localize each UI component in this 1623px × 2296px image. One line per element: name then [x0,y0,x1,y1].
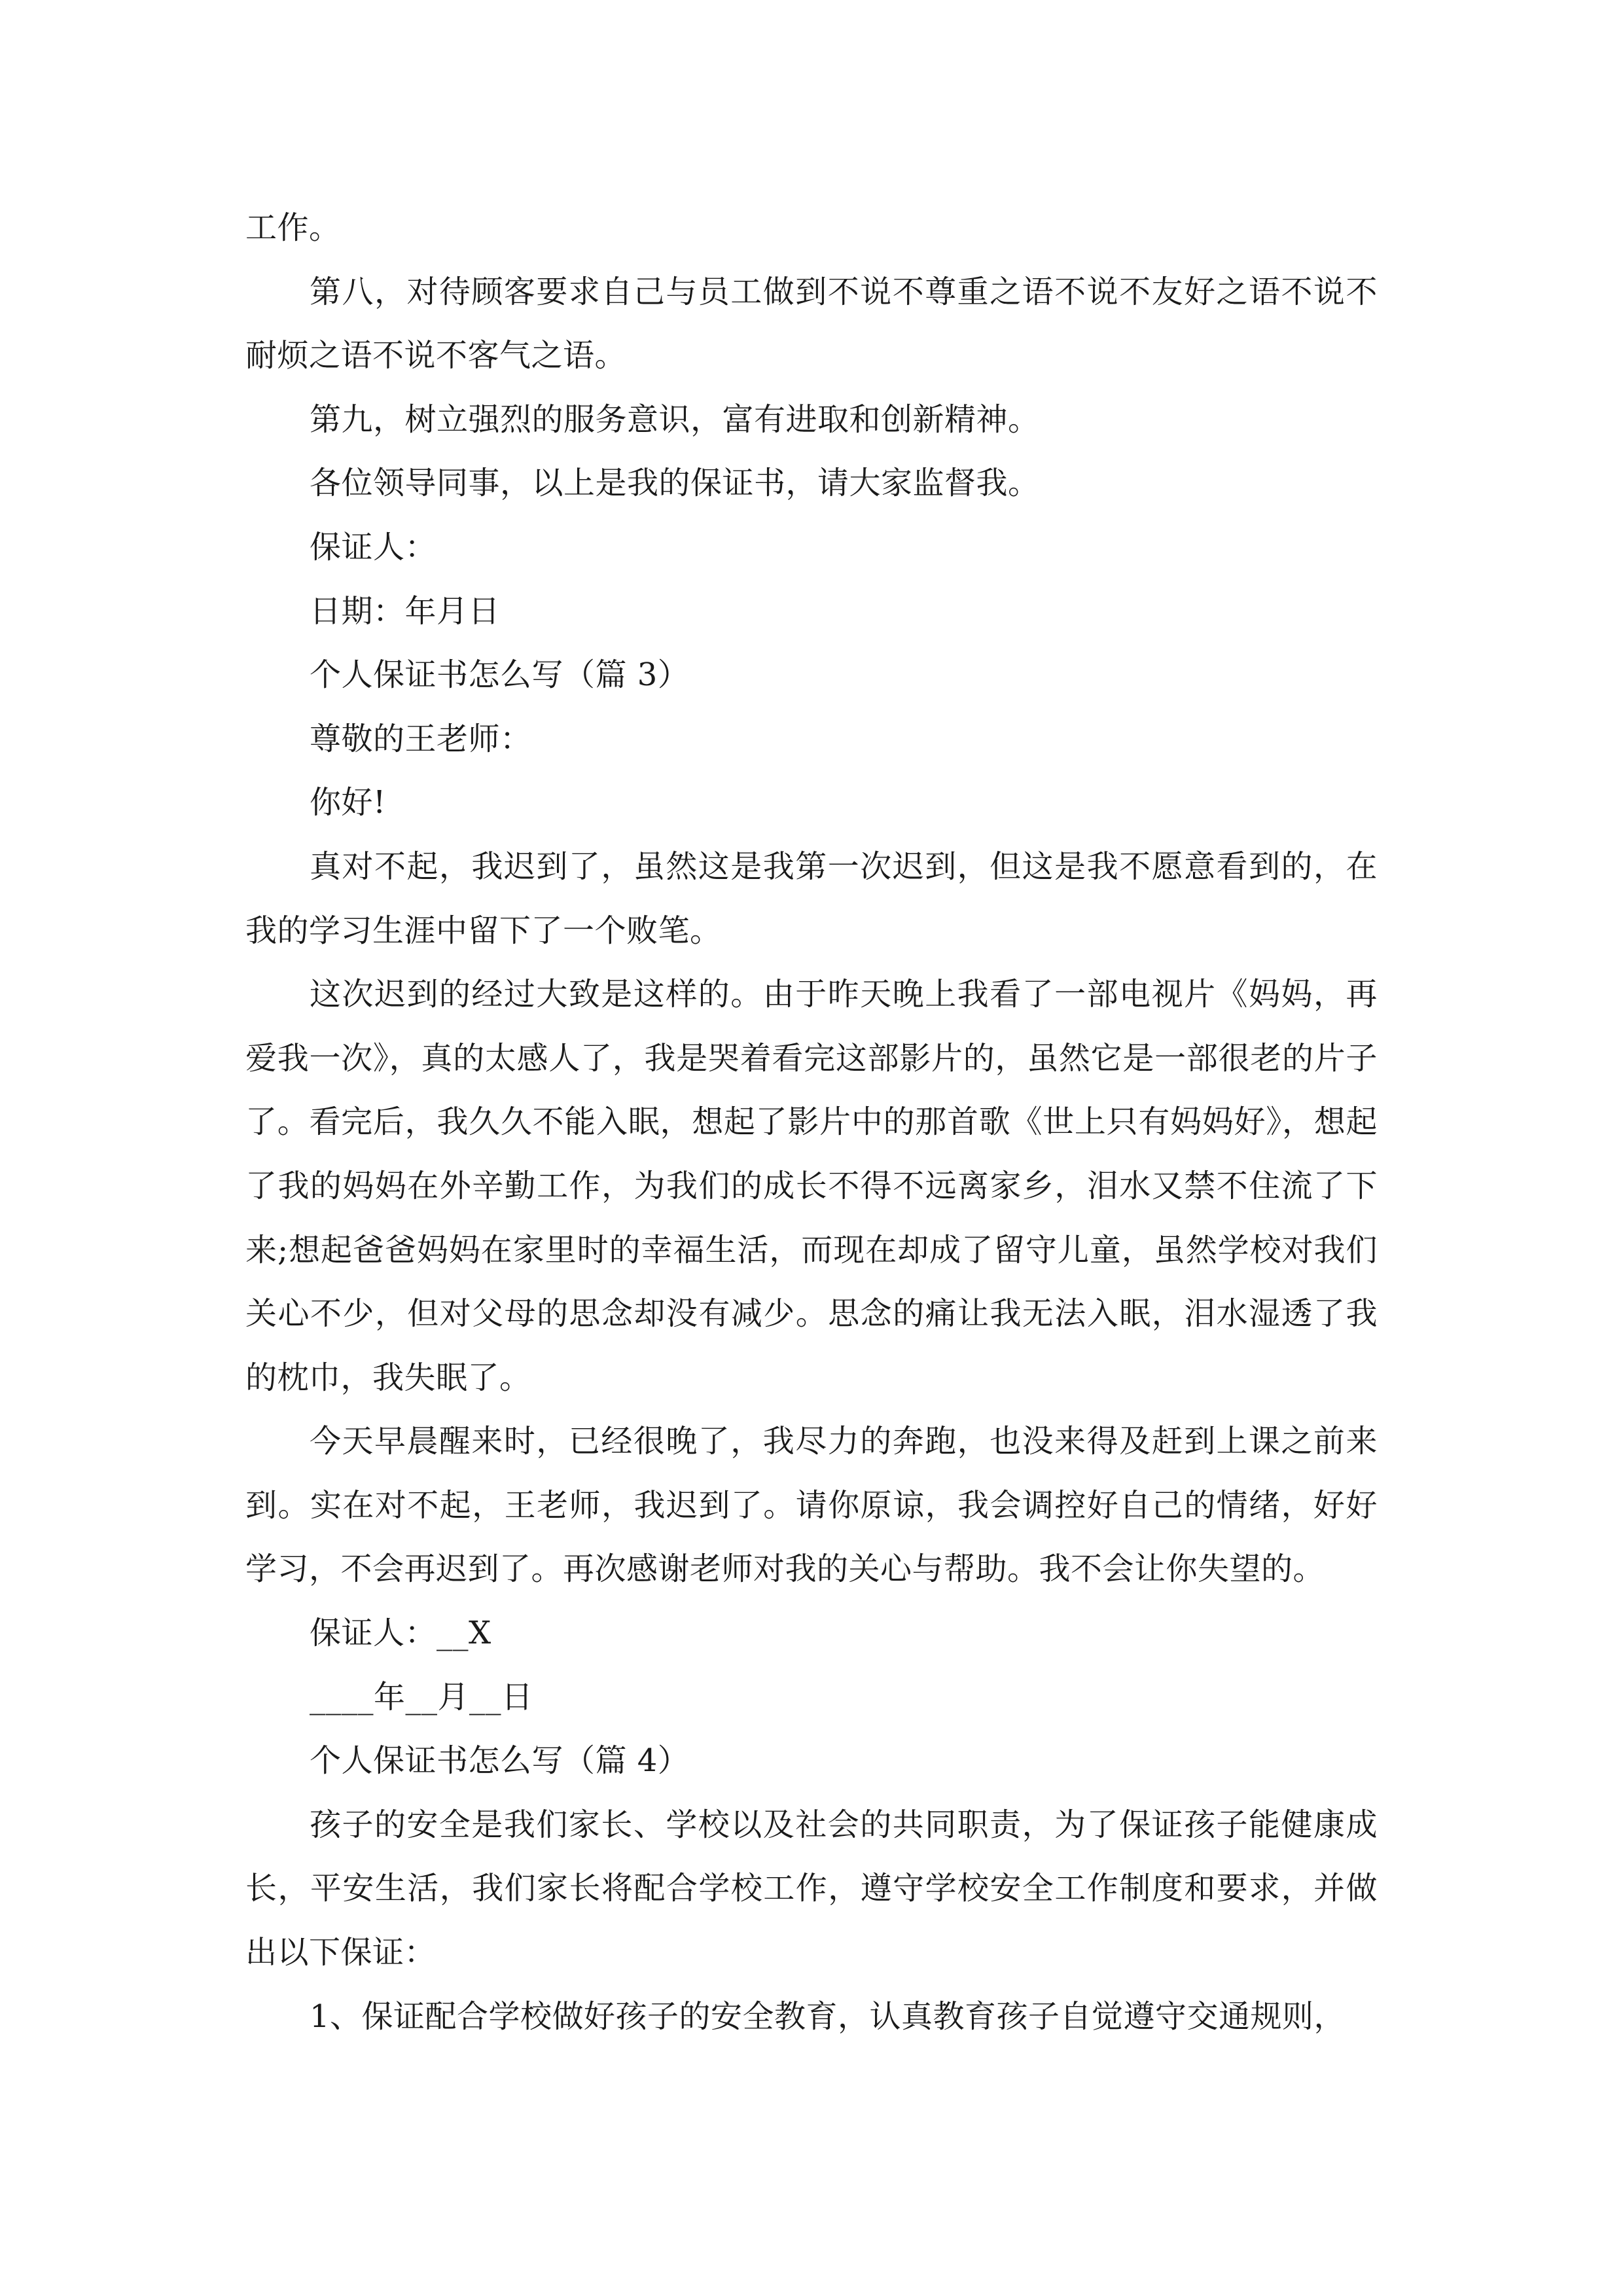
greeting: 你好! [310,784,386,821]
body-paragraph: 今天早晨醒来时，已经很晚了，我尽力的奔跑，也没来得及赶到上课之前来到。实在对不起，王老师，我迟到了。请你原谅，我会调控好自己的情绪，好好学习，不会再迟到了。再次感谢老师对我的关心与帮助。我不会让你失望的。 [245,1423,1378,1588]
paragraph-closing: 各位领导同事，以上是我的保证书，请大家监督我。 [310,465,1040,502]
salutation: 尊敬的王老师： [310,720,532,757]
section-heading: 个人保证书怎么写（篇 3） [310,656,690,694]
document-body [245,196,1378,2049]
date-line: 日期：年月日 [310,592,501,630]
signature-line: 保证人： [310,528,437,565]
body-paragraph: 这次迟到的经过大致是这样的。由于昨天晚上我看了一部电视片《妈妈，再爱我一次》，真的太感人了，我是哭着看完这部影片的，虽然它是一部很老的片子了。看完后，我久久不能入眠，想起了影片中的那首歌《世上只有妈妈好》，想起了我的妈妈在外辛勤工作，为我们的成长不得不远离家乡，泪水又禁不住流了下来;想起爸爸妈妈在家里时的幸福生活，而现在却成了留守儿童，虽然学校对我们关心不少，但对父母的思念却没有减少。思念的痛让我无法入眠，泪水湿透了我的枕巾，我失眠了。 [245,976,1378,1396]
body-paragraph: 1、保证配合学校做好孩子的安全教育，认真教育孩子自觉遵守交通规则， [310,1998,1346,2035]
body-paragraph: 真对不起，我迟到了，虽然这是我第一次迟到，但这是我不愿意看到的，在我的学习生涯中留下了一个败笔。 [245,848,1378,949]
paragraph-item-nine: 第九，树立强烈的服务意识，富有进取和创新精神。 [310,401,1040,438]
paragraph-continuation: 工作。 [245,209,341,246]
section-heading: 个人保证书怎么写（篇 4） [310,1742,690,1780]
signature-line: 保证人：__X [310,1615,491,1652]
body-paragraph: 孩子的安全是我们家长、学校以及社会的共同职责，为了保证孩子能健康成长，平安生活，我们家长将配合学校工作，遵守学校安全工作制度和要求，并做出以下保证： [245,1806,1378,1971]
date-line: ____年__月__日 [310,1678,533,1715]
paragraph-item-eight: 第八，对待顾客要求自己与员工做到不说不尊重之语不说不友好之语不说不耐烦之语不说不客气之语。 [245,273,1378,374]
